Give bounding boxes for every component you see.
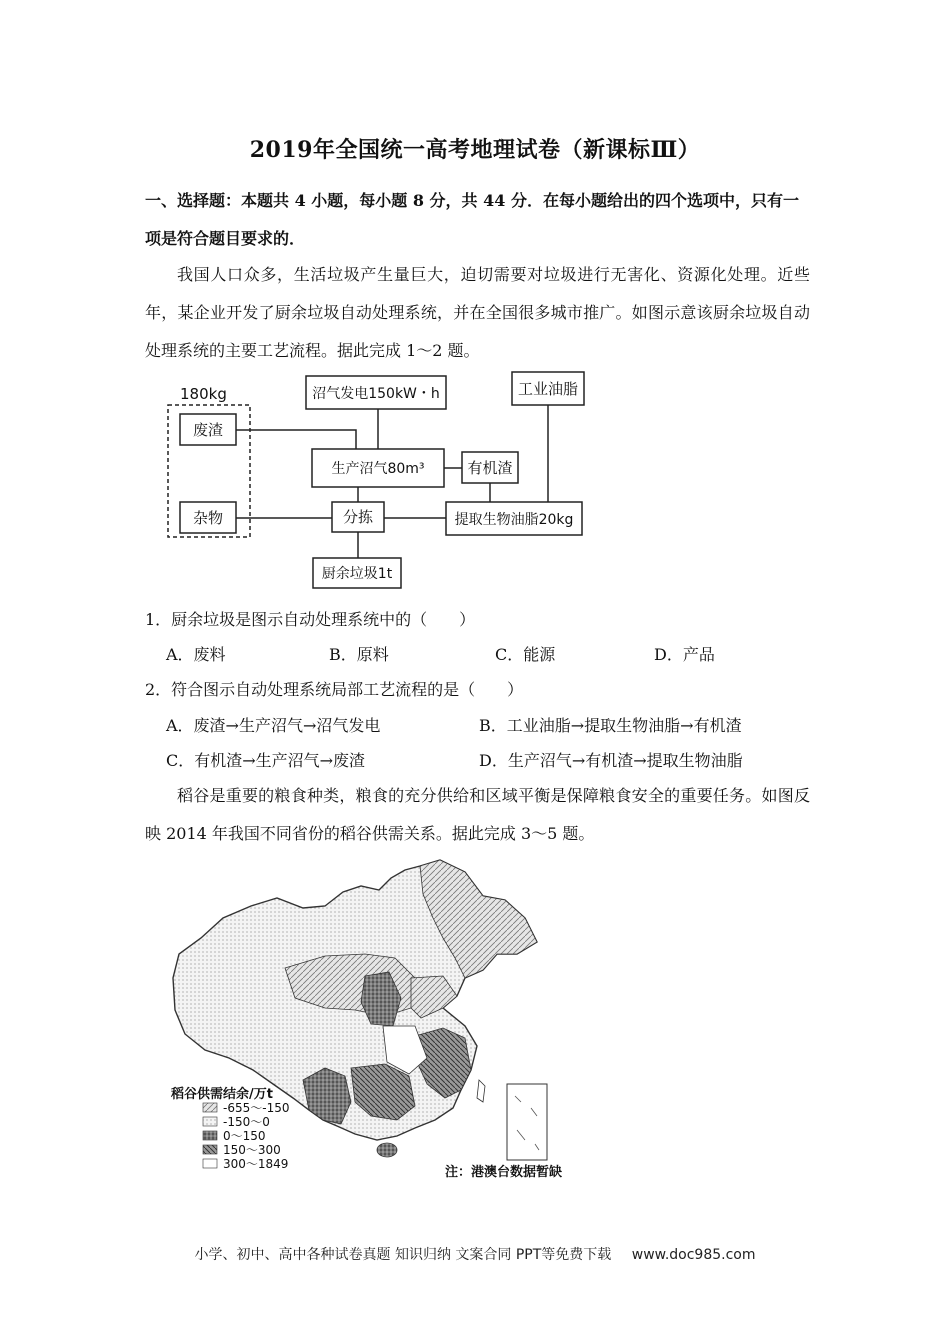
legend-label-4: 150～300 xyxy=(223,1143,281,1157)
question-2-stem: 2．符合图示自动处理系统局部工艺流程的是（ ） xyxy=(145,680,524,699)
page-footer xyxy=(0,1244,950,1264)
weight-label: 180kg xyxy=(180,385,227,403)
sorting-label: 分拣 xyxy=(342,508,374,526)
q2-option-b: B．工业油脂→提取生物油脂→有机渣 xyxy=(479,716,742,735)
biogas-label: 生产沼气80m³ xyxy=(331,461,425,477)
legend-swatch-1 xyxy=(203,1103,217,1112)
legend-swatch-5 xyxy=(203,1159,217,1168)
q1-option-b: B．原料 xyxy=(329,645,389,664)
legend-label-1: -655～-150 xyxy=(223,1101,290,1115)
q1-option-a: A．废料 xyxy=(166,645,226,664)
legend-swatch-2 xyxy=(203,1117,217,1126)
organic-residue-label: 有机渣 xyxy=(467,459,513,477)
legend-swatch-3 xyxy=(203,1131,217,1140)
legend-label-5: 300～1849 xyxy=(223,1157,289,1171)
map-note: 注：港澳台数据暂缺 xyxy=(445,1165,563,1180)
biogas-power-label: 沼气发电150kW・h xyxy=(312,386,440,402)
section-heading xyxy=(145,182,810,258)
industrial-oil-label: 工业油脂 xyxy=(517,380,579,398)
kitchen-waste-label: 厨余垃圾1t xyxy=(321,566,393,582)
south-china-sea-inset xyxy=(507,1084,547,1160)
section-heading-line1: 一、选择题：本题共 4 小题，每小题 8 分，共 44 分．在每小题给出的四个选项中，只有一 xyxy=(145,191,799,210)
q1-option-d: D．产品 xyxy=(654,645,715,664)
intro-paragraph-1: 我国人口众多，生活垃圾产生量巨大，迫切需要对垃圾进行无害化、资源化处理。近些年，某企业开发了厨余垃圾自动处理系统，并在全国很多城市推广。如图示意该厨余垃圾自动处理系统的主要工艺流程。据此完成 1～2 题。 xyxy=(145,265,810,360)
question-1-stem: 1．厨余垃圾是图示自动处理系统中的（ ） xyxy=(145,610,476,629)
q1-option-c: C．能源 xyxy=(495,645,556,664)
region-southwest-grid xyxy=(303,1068,351,1124)
waste-label: 废渣 xyxy=(192,421,224,439)
legend-swatch-4 xyxy=(203,1145,217,1154)
legend-label-2: -150～0 xyxy=(223,1115,270,1129)
footer-text: 小学、初中、高中各种试卷真题 知识归纳 文案合同 PPT等免费下载 xyxy=(194,1247,612,1263)
hainan-island xyxy=(377,1143,397,1157)
intro-paragraph-2: 稻谷是重要的粮食种类，粮食的充分供给和区域平衡是保障粮食安全的重要任务。如图反映 2014 年我国不同省份的稻谷供需关系。据此完成 3～5 题。 xyxy=(145,786,810,843)
bio-oil-label: 提取生物油脂20kg xyxy=(454,512,574,528)
legend-label-3: 0～150 xyxy=(223,1129,266,1143)
debris-label: 杂物 xyxy=(192,509,224,527)
legend-title: 稻谷供需结余/万t xyxy=(171,1087,273,1102)
q2-option-c: C．有机渣→生产沼气→废渣 xyxy=(166,751,366,770)
rice-balance-map xyxy=(165,858,595,1188)
section-heading-line2: 项是符合题目要求的． xyxy=(145,229,306,248)
q2-option-d: D．生产沼气→有机渣→提取生物油脂 xyxy=(479,751,743,770)
process-flow-diagram xyxy=(160,368,600,590)
taiwan-island xyxy=(477,1080,485,1102)
footer-site-link[interactable]: www.doc985.com xyxy=(631,1247,756,1263)
page-title: 2019年全国统一高考地理试卷（新课标Ⅲ） xyxy=(249,137,701,163)
q2-option-a: A．废渣→生产沼气→沼气发电 xyxy=(166,716,381,735)
